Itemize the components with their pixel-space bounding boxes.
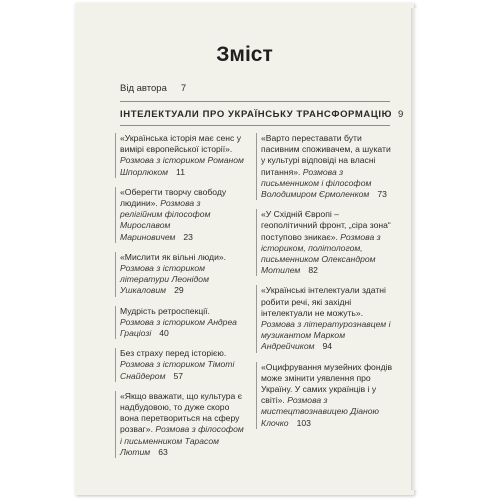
entry-title: «Якщо вважати, що культура є надбудовою, то дуже скоро вона перетвориться на сферу розваг». [120,390,243,435]
entry-marker [115,133,116,178]
entry-title: «Українська історія має сенс у вимірі європейської історії». [120,133,242,155]
toc-entry [120,252,245,297]
entry-marker [256,133,257,200]
page-edge [411,8,417,490]
toc-entry [120,187,245,243]
from-author-page: 7 [180,83,187,94]
entry-subtitle: Розмова з істориком, політологом, письменником Олександром Мотилем [261,231,381,276]
entry-page: 103 [296,417,311,428]
toc-entry [261,362,397,429]
toc-entry [120,391,245,458]
entry-title: «Оберегти творчу свободу людини». [120,186,227,209]
page-title: Зміст [216,43,273,66]
entry-subtitle: Розмова з мистецтвознавицею Діаною Клочко [261,395,379,428]
toc-entry [261,133,397,200]
entry-marker [256,209,257,276]
entry-marker [256,362,257,429]
toc-entry [120,348,245,382]
entry-subtitle: Розмова з релігійним філософом Мирославом Мариновичем [120,198,211,242]
entry-title: «Мислити як вільні люди». [120,251,227,262]
divider-bottom [120,125,390,126]
entry-page: 82 [308,265,318,276]
toc-entry [261,285,397,352]
entry-title: «Оцифрування музейних фондів може змінити уявлення про Україну. У самих українців і у світі». [261,361,393,406]
toc-column-left [120,133,245,467]
entry-subtitle: Розмова з істориком літератури Леонідом Ушкаловим [120,263,209,296]
toc-entry [120,306,245,340]
entry-title: Без страху перед історією. [120,348,227,359]
entry-title: «Варто переставати бути пасивним споживачем, а шукати у культурі відповіді на власні питання». [261,133,391,177]
entry-page: 57 [173,370,184,381]
from-author-label: Від автора [120,83,167,94]
entry-title: «Українські інтелектуали здатні робити речі, які західні інтелектуали не можуть». [261,285,386,318]
entry-subtitle: Розмова з істориком Тімоті Снайдером [120,359,235,381]
entry-page: 11 [176,166,185,177]
entry-marker [115,391,116,458]
entry-marker [115,306,116,340]
toc-entry [261,209,397,276]
toc-entry [120,133,245,178]
entry-page: 63 [158,446,168,457]
entry-page: 40 [159,328,169,339]
entry-page: 94 [322,341,333,352]
entry-subtitle: Розмова з філософом і письменником Тарасом Лютим [120,424,244,457]
entry-title: «У Східній Європі – геополітичний фронт, „сіра зона“ поступово зникає». [261,209,391,242]
divider-top [120,101,390,102]
entry-page: 23 [183,231,193,242]
book-page [75,3,414,495]
entry-subtitle: Розмова з істориком Андреа Граціозі [120,316,237,339]
entry-page: 29 [174,285,184,296]
section-label: ІНТЕЛЕКТУАЛИ ПРО УКРАЇНСЬКУ ТРАНСФОРМАЦІЮ [120,109,393,120]
entry-page: 73 [377,189,387,200]
section-heading [120,109,404,120]
toc-column-right [261,133,397,438]
entry-subtitle: Розмова з літературознавцем і музикантом Марком Андрейчиком [261,319,391,352]
toc-entry-from-author [120,83,186,94]
section-page: 9 [398,109,404,120]
entry-subtitle: Розмова з істориком Романом Шпорлюком [120,155,244,177]
entry-marker [115,187,116,243]
entry-marker [115,252,116,297]
entry-subtitle: Розмова з письменником і філософом Володимиром Єрмоленком [261,166,372,200]
entry-marker [256,285,257,352]
entry-title: Мудрість ретроспекції. [120,305,210,316]
entry-marker [115,348,116,382]
